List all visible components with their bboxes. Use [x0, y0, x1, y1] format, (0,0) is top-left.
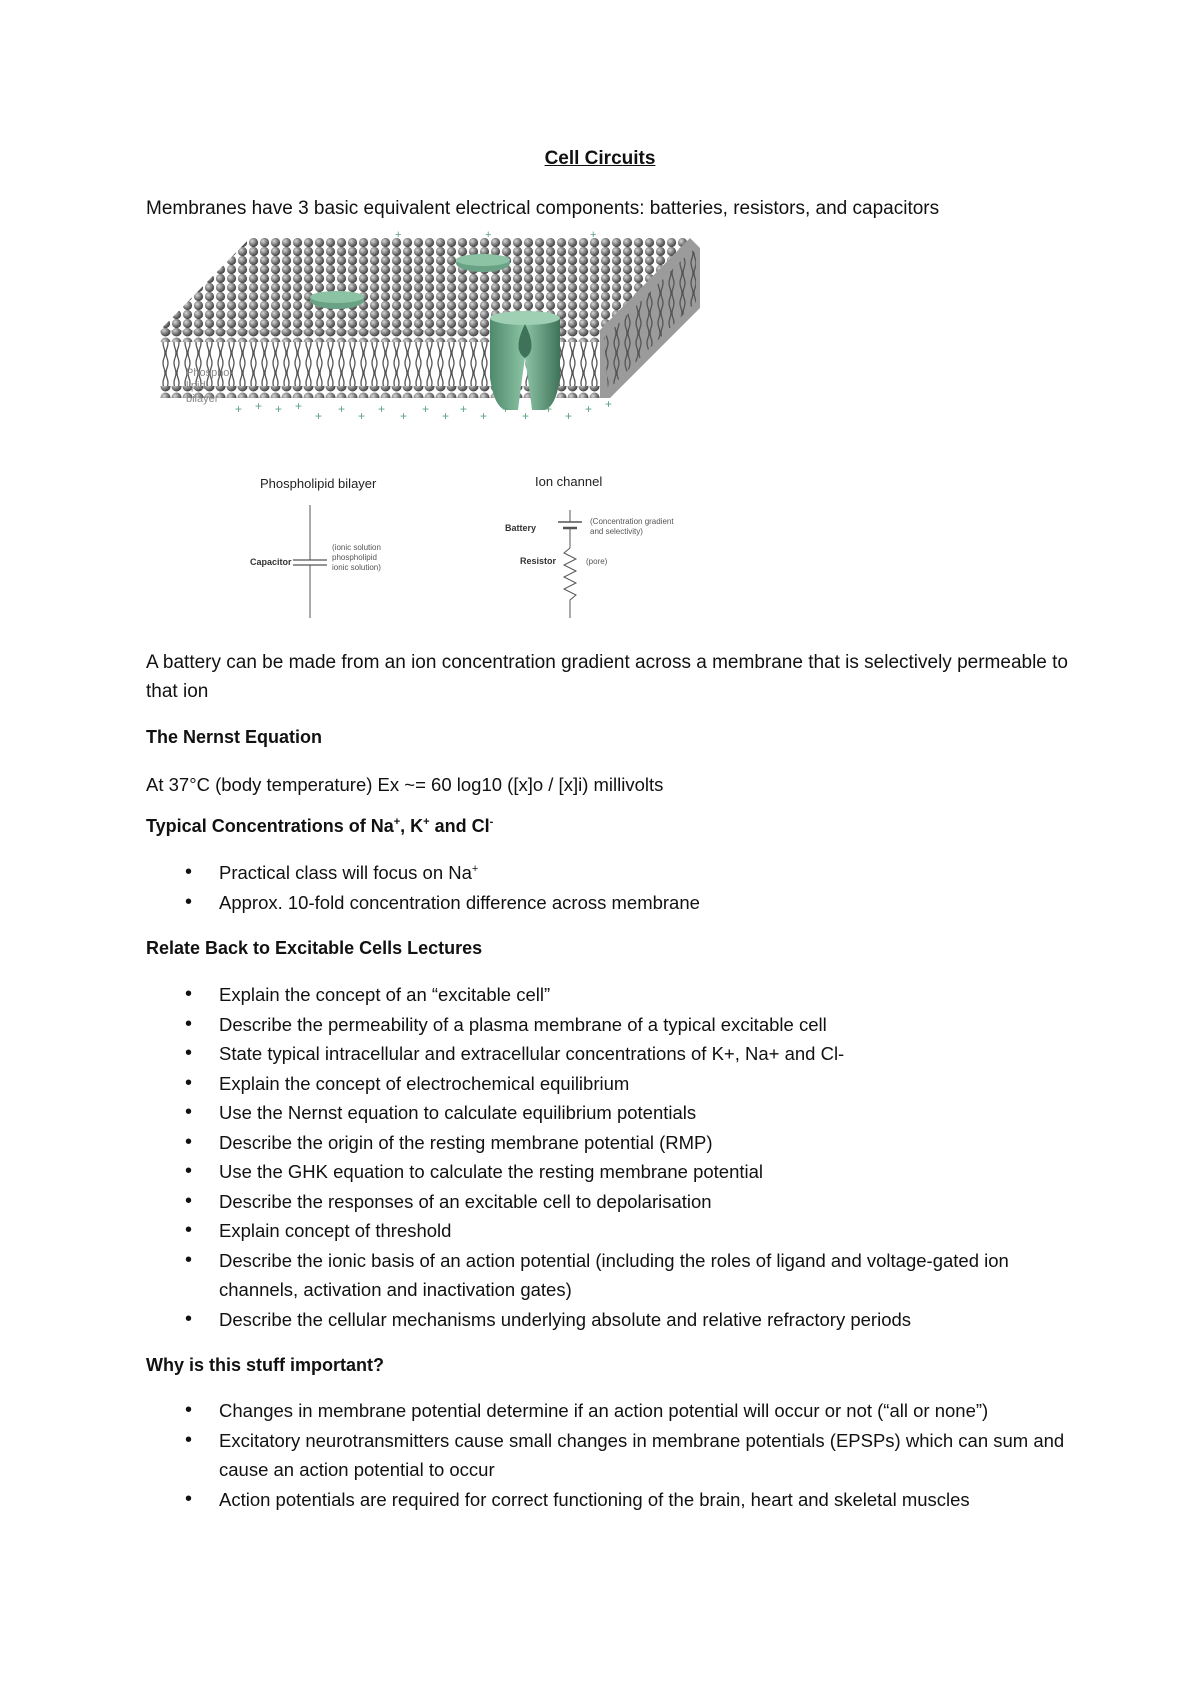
concentrations-heading-prefix: Typical Concentrations of Na — [146, 816, 394, 836]
cl-superscript: - — [489, 816, 494, 828]
list-item: • Describe the ionic basis of an action potential (including the roles of ligand and voltage-gated ion channels, activation and inactivation gates) — [146, 1246, 1076, 1305]
side-label-line2: lipid — [186, 380, 206, 392]
svg-text:+: + — [295, 399, 303, 413]
membrane-diagram — [160, 229, 770, 623]
svg-text:+: + — [442, 409, 450, 423]
concentrations-heading — [146, 816, 493, 837]
svg-text:+: + — [545, 402, 553, 416]
bilayer-top-surface — [160, 238, 690, 330]
svg-text:+: + — [358, 409, 366, 423]
relate-list — [146, 980, 1076, 1334]
relate-heading: Relate Back to Excitable Cells Lectures — [146, 938, 483, 958]
list-item: • Practical class will focus on Na+ — [146, 858, 1076, 888]
list-item: • Excitatory neurotransmitters cause small changes in membrane potentials (EPSPs) which can sum and cause an action potential to occur — [146, 1426, 1076, 1485]
capacitor-note-line3: ionic solution) — [332, 563, 381, 572]
svg-text:+: + — [590, 229, 597, 241]
svg-text:lipid — [186, 380, 206, 392]
battery-note-line1: (Concentration gradient — [590, 517, 674, 526]
svg-text:+: + — [275, 402, 283, 416]
side-label-line1: Phospho- — [186, 367, 234, 379]
svg-text:+: + — [585, 402, 593, 416]
svg-text:Phospho- — [186, 367, 233, 379]
list-item: • Explain concept of threshold — [146, 1216, 1076, 1246]
svg-text:+: + — [502, 402, 510, 416]
concentrations-heading-mid2: and Cl — [429, 816, 490, 836]
capacitor-note-line2: phospholipid — [332, 553, 377, 562]
why-list — [146, 1396, 1076, 1514]
list-item: • Explain the concept of electrochemical equilibrium — [146, 1069, 1076, 1099]
na-superscript: + — [471, 863, 479, 875]
svg-text:+: + — [565, 409, 573, 423]
list-item: • Changes in membrane potential determine if an action potential will occur or not (“all or none”) — [146, 1396, 1076, 1426]
concentrations-heading-mid1: , K — [400, 816, 424, 836]
svg-text:+: + — [605, 397, 613, 411]
svg-text:+: + — [460, 402, 468, 416]
list-item: • Describe the responses of an excitable cell to depolarisation — [146, 1187, 1076, 1217]
side-label-line3: bilayer — [186, 393, 219, 405]
ion-channel-top — [490, 311, 560, 325]
resistor-note: (pore) — [586, 557, 608, 566]
list-item: • State typical intracellular and extracellular concentrations of K+, Na+ and Cl- — [146, 1039, 1076, 1069]
svg-text:+: + — [338, 402, 346, 416]
svg-text:+: + — [255, 399, 263, 413]
list-item: • Use the GHK equation to calculate the resting membrane potential — [146, 1157, 1076, 1187]
list-item: • Explain the concept of an “excitable cell” — [146, 980, 1076, 1010]
capacitor-symbol — [293, 505, 327, 618]
capacitor-label: Capacitor — [250, 557, 292, 567]
svg-text:+: + — [422, 402, 430, 416]
positive-charges-bottom — [235, 397, 612, 423]
svg-text:bilayer — [186, 393, 219, 405]
svg-text:+: + — [315, 409, 323, 423]
resistor-label: Resistor — [520, 556, 557, 566]
intro-paragraph: Membranes have 3 basic equivalent electrical components: batteries, resistors, and capacitors — [146, 198, 940, 219]
battery-paragraph: A battery can be made from an ion concentration gradient across a membrane that is selectively permeable to that ion — [146, 652, 1068, 702]
svg-text:+: + — [485, 229, 492, 241]
capacitor-note — [332, 543, 381, 572]
page-title: Cell Circuits — [544, 148, 656, 169]
battery-note — [590, 517, 674, 536]
battery-symbol — [558, 510, 582, 548]
list-item: • Describe the cellular mechanisms underlying absolute and relative refractory periods — [146, 1305, 1076, 1335]
concentrations-list — [146, 858, 1076, 917]
list-item: • Use the Nernst equation to calculate equilibrium potentials — [146, 1098, 1076, 1128]
label-ion-channel: Ion channel — [535, 474, 603, 489]
why-heading: Why is this stuff important? — [146, 1355, 384, 1375]
capacitor-note-line1: (ionic solution — [332, 543, 381, 552]
na-superscript: + — [393, 816, 401, 828]
resistor-symbol — [564, 548, 576, 618]
label-phospholipid-bilayer: Phospholipid bilayer — [260, 476, 377, 491]
membrane-figure — [160, 229, 770, 623]
list-item: • Describe the permeability of a plasma membrane of a typical excitable cell — [146, 1010, 1076, 1040]
list-item: • Describe the origin of the resting membrane potential (RMP) — [146, 1128, 1076, 1158]
svg-text:+: + — [400, 409, 408, 423]
list-item: • Action potentials are required for correct functioning of the brain, heart and skeletal muscles — [146, 1485, 1076, 1515]
membrane-protein-left-top — [310, 291, 364, 303]
list-item: • Approx. 10-fold concentration difference across membrane — [146, 888, 1076, 918]
nernst-heading: The Nernst Equation — [146, 727, 323, 747]
svg-text:+: + — [235, 402, 243, 416]
battery-label: Battery — [505, 523, 537, 533]
k-superscript: + — [423, 816, 430, 828]
membrane-protein-right-top — [456, 254, 510, 266]
svg-text:+: + — [522, 409, 530, 423]
svg-text:+: + — [480, 409, 488, 423]
battery-note-line2: and selectivity) — [590, 527, 643, 536]
svg-text:+: + — [378, 402, 386, 416]
svg-text:+: + — [395, 229, 402, 241]
nernst-equation: At 37°C (body temperature) Ex ~= 60 log10 ([x]o / [x]i) millivolts — [146, 774, 664, 795]
